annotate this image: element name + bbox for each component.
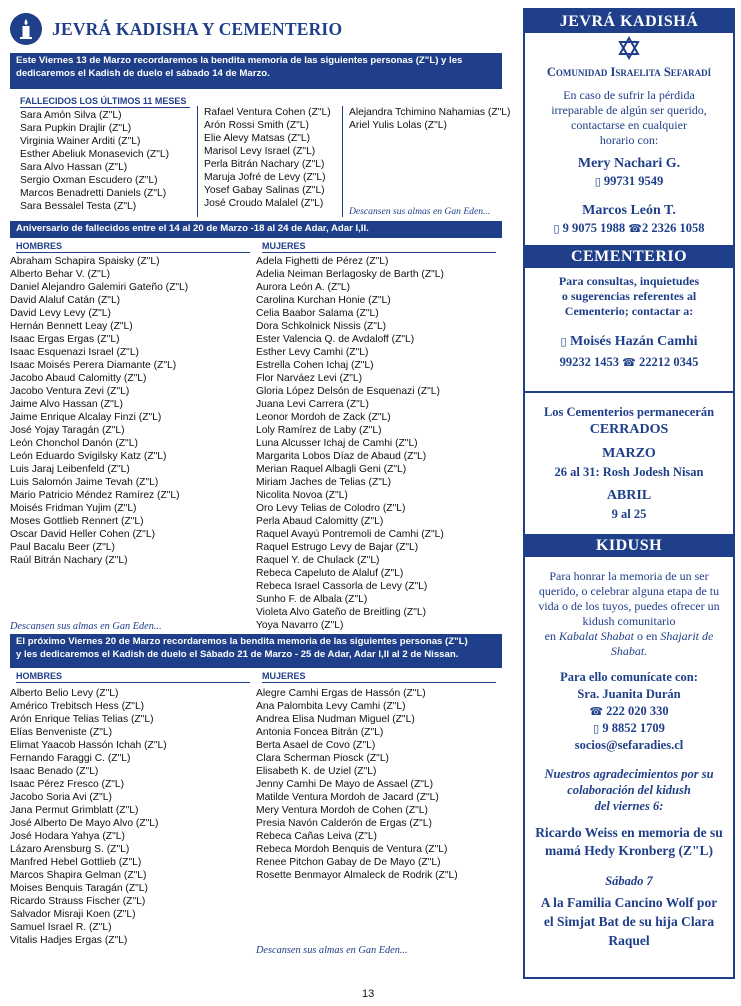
list-item: Clara Scherman Piosck (Z"L) — [256, 753, 389, 764]
thanks-line-2: colaboración del kidush — [567, 783, 691, 797]
kidush-line-1: Para honrar la memoria de un ser — [549, 569, 709, 583]
page-title: JEVRÁ KADISHA Y CEMENTERIO — [52, 18, 343, 39]
list-item: León Chonchol Danón (Z"L) — [10, 438, 138, 449]
list-item: Raquel Y. de Chulack (Z"L) — [256, 555, 380, 566]
list-item: Arón Rossi Smith (Z"L) — [204, 120, 309, 131]
list-item: Lázaro Arensburg S. (Z"L) — [10, 844, 130, 855]
list-item: Andrea Elisa Nudman Miguel (Z"L) — [256, 714, 415, 725]
list-item: Sunho F. de Albala (Z"L) — [256, 594, 368, 605]
kidush-contact — [525, 669, 733, 754]
kidush-contact-mobile-row — [525, 720, 733, 737]
list-item: Presia Navón Calderón de Ergas (Z"L) — [256, 818, 432, 829]
list-item: Ana Palombita Levy Camhi (Z"L) — [256, 701, 406, 712]
list-item: José Yojay Taragán (Z"L) — [10, 425, 125, 436]
list-item: Ariel Yulis Lolas (Z"L) — [349, 120, 447, 131]
list-item: Esther Levy Camhi (Z"L) — [256, 347, 369, 358]
list-item: Sara Bessalel Testa (Z"L) — [20, 201, 137, 212]
thanks-line-1: Nuestros agradecimientos por su — [544, 767, 714, 781]
cementerio-title: CEMENTERIO — [525, 245, 733, 268]
contact1-phones — [525, 173, 733, 190]
loss-line-2: irreparable de algún ser querido, — [551, 103, 707, 117]
list-item: Jenny Camhi De Mayo de Assael (Z"L) — [256, 779, 434, 790]
list-item: Marcos Shapira Gelman (Z"L) — [10, 870, 147, 881]
list-item: Arón Enrique Telias Telias (Z"L) — [10, 714, 154, 725]
section1-column-3 — [342, 106, 511, 217]
list-item: Raquel Estrugo Levy de Bajar (Z"L) — [256, 542, 419, 553]
phone-icon: ☎ — [628, 222, 642, 235]
loss-text — [525, 88, 733, 148]
contact1-mobile: 99731 9549 — [603, 174, 664, 188]
kidush-contact-name: Sra. Juanita Durán — [577, 687, 681, 701]
list-item: Alberto Belio Levy (Z"L) — [10, 688, 119, 699]
kidush-line-3: vida o de los tuyos, puedes ofrecer un — [538, 599, 720, 613]
list-item: Oscar David Heller Cohen (Z"L) — [10, 529, 155, 540]
list-item: Jacobo Ventura Zevi (Z"L) — [10, 386, 130, 397]
list-item: Antonia Foncea Bitrán (Z"L) — [256, 727, 384, 738]
thanks-text — [525, 766, 733, 814]
list-item: Paul Bacalu Beer (Z"L) — [10, 542, 115, 553]
section1-rip: Descansen sus almas en Gan Eden... — [349, 206, 491, 217]
kidush-contact-phone-row — [525, 703, 733, 720]
section3-men-list — [10, 687, 256, 947]
community-name: Comunidad Israelita Sefaradí — [546, 65, 712, 79]
section1-header — [10, 53, 502, 89]
list-item: Perla Abaud Calomitty (Z"L) — [256, 516, 384, 527]
section1-subhead: FALLECIDOS LOS ÚLTIMOS 11 MESES — [20, 96, 190, 108]
list-item: Manfred Hebel Gottlieb (Z"L) — [10, 857, 142, 868]
list-item: Flor Narváez Levi (Z"L) — [256, 373, 363, 384]
list-item: Elisabeth K. de Uziel (Z"L) — [256, 766, 377, 777]
list-item: Adelia Neiman Berlagosky de Barth (Z"L) — [256, 269, 444, 280]
cem-contact-mobile: 99232 1453 — [559, 355, 620, 369]
contact2-mobile: 9 9075 1988 — [562, 221, 626, 235]
cem-line-1: Para consultas, inquietudes — [558, 274, 700, 288]
list-item: Elie Alevy Matsas (Z"L) — [204, 133, 311, 144]
list-item: Isaac Benado (Z"L) — [10, 766, 99, 777]
page-number: 13 — [362, 988, 375, 1000]
kidush-line-4: kidush comunitario — [582, 614, 676, 628]
list-item: Mery Ventura Mordoh de Cohen (Z"L) — [256, 805, 428, 816]
list-item: Salvador Misraji Koen (Z"L) — [10, 909, 136, 920]
mobile-phone-icon: ▯ — [553, 222, 560, 235]
list-item: Moses Gottlieb Rennert (Z"L) — [10, 516, 144, 527]
list-item: Américo Trebitsch Hess (Z"L) — [10, 701, 145, 712]
list-item: David Levy Levy (Z"L) — [10, 308, 111, 319]
list-item: Jacobo Abaud Calomitty (Z"L) — [10, 373, 147, 384]
list-item: Samuel Israel R. (Z"L) — [10, 922, 112, 933]
loss-line-1: En caso de sufrir la pérdida — [563, 88, 695, 102]
list-item: Miriam Jaches de Telias (Z"L) — [256, 477, 392, 488]
list-item: Marisol Levy Israel (Z"L) — [204, 146, 316, 157]
list-item: Sergio Oxman Escudero (Z"L) — [20, 175, 158, 186]
section2-women-list — [256, 255, 502, 632]
kidush-title: KIDUSH — [525, 534, 733, 557]
list-item: Vitalis Hadjes Ergas (Z"L) — [10, 935, 128, 946]
section3-header-line1: El próximo Viernes 20 de Marzo recordaremos la bendita memoria de las siguientes personas (Z"L) — [16, 636, 468, 647]
closed-line-2: CERRADOS — [589, 422, 669, 437]
page-header — [10, 8, 502, 50]
list-item: Luis Jaraj Leibenfeld (Z"L) — [10, 464, 130, 475]
list-item: Margarita Lobos Díaz de Abaud (Z"L) — [256, 451, 427, 462]
list-item: Fernando Faraggi C. (Z"L) — [10, 753, 131, 764]
section2-rip: Descansen sus almas en Gan Eden... — [10, 621, 162, 632]
section1-column-2 — [197, 106, 342, 217]
saturday-detail — [525, 893, 733, 950]
mobile-phone-icon: ▯ — [593, 722, 600, 735]
cem-contact-name — [525, 333, 733, 351]
mobile-phone-icon: ▯ — [560, 335, 567, 348]
list-item: Alberto Behar V. (Z"L) — [10, 269, 110, 280]
kidush-line-5-mid: o en — [634, 629, 661, 643]
list-item: Alejandra Tchimino Nahamias (Z"L) — [349, 107, 511, 118]
list-item: Abraham Schapira Spaisky (Z"L) — [10, 256, 160, 267]
list-item: Nicolita Novoa (Z"L) — [256, 490, 348, 501]
list-item: Rebeca Cañas Leiva (Z"L) — [256, 831, 377, 842]
next-friday-section — [10, 634, 502, 956]
list-item: Ester Valencia Q. de Avdaloff (Z"L) — [256, 334, 415, 345]
cementerio-text — [525, 274, 733, 319]
section2-header: Aniversario de fallecidos entre el 14 al 20 de Marzo -18 al 24 de Adar, Adar I,II. — [10, 221, 502, 238]
thanks-detail-line-2: mamá Hedy Kronberg (Z"L) — [544, 843, 714, 858]
list-item: Sara Amón Silva (Z"L) — [20, 110, 122, 121]
list-item: Hernán Bennett Leay (Z"L) — [10, 321, 133, 332]
section3-women-column — [256, 668, 502, 956]
list-item: Ricardo Strauss Fischer (Z"L) — [10, 896, 146, 907]
list-item: Leonor Mordoh de Zack (Z"L) — [256, 412, 391, 423]
thanks-line-3: del viernes 6: — [594, 799, 664, 813]
list-item: Moisés Fridman Yujim (Z"L) — [10, 503, 137, 514]
section3-rip: Descansen sus almas en Gan Eden... — [256, 945, 408, 956]
list-item: Jana Permut Grimblatt (Z"L) — [10, 805, 139, 816]
section2-men-list — [10, 255, 256, 567]
section1-header-line2: dedicaremos el Kadish de duelo el sábado 14 de Marzo. — [16, 67, 270, 79]
kidush-contact-mobile: 9 8852 1709 — [602, 721, 665, 735]
section1-column-1 — [10, 91, 197, 217]
section3-header-line2: y les dedicaremos el Kadish de duelo el Sábado 21 de Marzo - 25 de Adar, Adar I,II al 2 de Nissan. — [16, 648, 459, 660]
list-item: Berta Asael de Covo (Z"L) — [256, 740, 376, 751]
candle-icon — [10, 13, 42, 45]
mobile-phone-icon: ▯ — [594, 175, 601, 188]
cem-line-3: Cementerio; contactar a: — [564, 304, 694, 318]
kidush-line-5 — [525, 629, 733, 644]
contact2-phones — [525, 220, 733, 237]
section1-names-2 — [204, 106, 342, 210]
section1-names-3 — [349, 106, 511, 132]
list-item: Loly Ramírez de Laby (Z"L) — [256, 425, 382, 436]
kidush-kabalat: Kabalat Shabat — [558, 629, 634, 643]
list-item: Matilde Ventura Mordoh de Jacard (Z"L) — [256, 792, 439, 803]
list-item: Yosef Gabay Salinas (Z"L) — [204, 185, 325, 196]
section3-women-label: MUJERES — [262, 671, 496, 683]
kidush-contact-email[interactable]: socios@sefaradies.cl — [574, 738, 684, 752]
closed-month-1-detail: 26 al 31: Rosh Jodesh Nisan — [554, 465, 704, 479]
kidush-line-5-pre: en — [544, 629, 559, 643]
list-item: Rafael Ventura Cohen (Z"L) — [204, 107, 331, 118]
section3-header — [10, 634, 502, 668]
list-item: José Alberto De Mayo Alvo (Z"L) — [10, 818, 159, 829]
list-item: León Eduardo Svigilsky Katz (Z"L) — [10, 451, 167, 462]
contact1-name: Mery Nachari G. — [577, 156, 681, 171]
list-item: Elimat Yaacob Hassón Ichah (Z"L) — [10, 740, 167, 751]
cem-contact-name-text: Moisés Hazán Camhi — [570, 334, 698, 349]
cem-line-2: o sugerencias referentes al — [561, 289, 697, 303]
list-item: Estrella Cohen Ichaj (Z"L) — [256, 360, 374, 371]
list-item: Alegre Camhi Ergas de Hassón (Z"L) — [256, 688, 426, 699]
list-item: Isaac Ergas Ergas (Z"L) — [10, 334, 120, 345]
list-item: Mario Patricio Méndez Ramírez (Z"L) — [10, 490, 180, 501]
loss-line-3: contactarse en cualquier — [571, 118, 687, 132]
section2-men-column — [10, 238, 256, 632]
list-item: Adela Fighetti de Pérez (Z"L) — [256, 256, 389, 267]
section2-men-label: HOMBRES — [16, 241, 250, 253]
closed-month-2: ABRIL — [606, 488, 652, 503]
list-item: Juana Levi Carrera (Z"L) — [256, 399, 369, 410]
list-item: Sara Alvo Hassan (Z"L) — [20, 162, 128, 173]
closed-notice — [525, 403, 733, 523]
contact-intro: Para ello comunícate con: — [560, 670, 698, 684]
saturday-label: Sábado 7 — [605, 874, 653, 888]
saturday-line-2: el Simjat Bat de su hija Clara — [543, 914, 715, 929]
thanks-detail — [525, 824, 733, 860]
list-item: Luis Salomón Jaime Tevah (Z"L) — [10, 477, 159, 488]
anniversary-section — [10, 221, 502, 632]
list-item: Aurora León A. (Z"L) — [256, 282, 351, 293]
contact2-name: Marcos León T. — [582, 203, 676, 218]
list-item: Jaime Enrique Alcalay Finzi (Z"L) — [10, 412, 162, 423]
kidush-shajarit: Shajarit de — [660, 629, 714, 643]
list-item: Rebeca Mordoh Benquis de Ventura (Z"L) — [256, 844, 448, 855]
cem-contact-phones — [525, 354, 733, 371]
list-item: Sara Pupkin Drajlir (Z"L) — [20, 123, 132, 134]
saturday-line-1: A la Familia Cancino Wolf por — [540, 895, 718, 910]
list-item: Rebeca Israel Cassorla de Levy (Z"L) — [256, 581, 428, 592]
section1-header-line1: Este Viernes 13 de Marzo recordaremos la bendita memoria de las siguientes personas (Z"L) y les — [16, 55, 463, 66]
recent-deceased-section — [10, 53, 511, 217]
list-item: Jacobo Soria Avi (Z"L) — [10, 792, 112, 803]
sidebar — [523, 8, 735, 979]
list-item: Merian Raquel Albagli Geni (Z"L) — [256, 464, 407, 475]
list-item: Daniel Alejandro Galemiri Gateño (Z"L) — [10, 282, 189, 293]
saturday-line-3: Raquel — [608, 933, 650, 948]
list-item: Dora Schkolnick Nissis (Z"L) — [256, 321, 387, 332]
kidush-contact-phone: 222 020 330 — [606, 704, 669, 718]
list-item: José Hodara Yahya (Z"L) — [10, 831, 125, 842]
list-item: Isaac Esquenazi Israel (Z"L) — [10, 347, 139, 358]
phone-icon: ☎ — [622, 356, 636, 369]
list-item: Celia Baabor Salama (Z"L) — [256, 308, 379, 319]
section3-women-list — [256, 687, 502, 882]
loss-line-4: horario con: — [599, 133, 659, 147]
kidush-text — [525, 569, 733, 659]
list-item: Isaac Pérez Fresco (Z"L) — [10, 779, 125, 790]
list-item: Isaac Moisés Perera Diamante (Z"L) — [10, 360, 177, 371]
list-item: Gloria López Delsón de Esquenazi (Z"L) — [256, 386, 440, 397]
main-column — [10, 8, 511, 998]
jevra-kadisha-title: JEVRÁ KADISHÁ — [525, 10, 733, 33]
section2-women-label: MUJERES — [262, 241, 496, 253]
list-item: Jaime Alvo Hassan (Z"L) — [10, 399, 123, 410]
list-item: Raúl Bitrán Nachary (Z"L) — [10, 555, 128, 566]
list-item: Oro Levy Telias de Colodro (Z"L) — [256, 503, 406, 514]
list-item: Raquel Avayú Pontremoli de Camhi (Z"L) — [256, 529, 444, 540]
contact2-phone: 2 2326 1058 — [642, 221, 705, 235]
closed-line-1: Los Cementerios permanecerán — [543, 405, 715, 419]
phone-icon: ☎ — [589, 705, 604, 718]
kidush-line-6: Shabat. — [610, 644, 648, 658]
closed-month-2-detail: 9 al 25 — [611, 507, 647, 521]
closed-month-1: MARZO — [602, 446, 656, 461]
list-item: Violeta Alvo Gateño de Breitling (Z"L) — [256, 607, 427, 618]
divider — [523, 391, 735, 393]
list-item: Perla Bitrán Nachary (Z"L) — [204, 159, 325, 170]
list-item: David Alaluf Catán (Z"L) — [10, 295, 121, 306]
section3-men-label: HOMBRES — [16, 671, 250, 683]
list-item: Luna Alcusser Ichaj de Camhi (Z"L) — [256, 438, 418, 449]
thanks-detail-line-1: Ricardo Weiss en memoria de su — [535, 825, 723, 840]
list-item: Yoya Navarro (Z"L) — [256, 620, 344, 631]
list-item: Carolina Kurchan Honie (Z"L) — [256, 295, 391, 306]
list-item: José Croudo Malalel (Z"L) — [204, 198, 324, 209]
section3-men-column — [10, 668, 256, 956]
list-item: Elías Benveniste (Z"L) — [10, 727, 113, 738]
list-item: Renee Pitchon Gabay de De Mayo (Z"L) — [256, 857, 441, 868]
list-item: Moises Benquis Taragán (Z"L) — [10, 883, 148, 894]
section2-women-column — [256, 238, 502, 632]
list-item: Rosette Benmayor Almaleck de Rodrik (Z"L) — [256, 870, 458, 881]
list-item: Maruja Jofré de Levy (Z"L) — [204, 172, 326, 183]
list-item: Rebeca Capeluto de Alaluf (Z"L) — [256, 568, 404, 579]
list-item: Virginia Wainer Arditi (Z"L) — [20, 136, 141, 147]
star-of-david-icon — [525, 36, 733, 65]
kidush-line-2: querido, o celebrar alguna etapa de tu — [538, 584, 720, 598]
cem-contact-phone: 22212 0345 — [638, 355, 699, 369]
list-item: Esther Abeliuk Monasevich (Z"L) — [20, 149, 170, 160]
list-item: Marcos Benadretti Daniels (Z"L) — [20, 188, 167, 199]
section1-names-1 — [20, 109, 197, 213]
